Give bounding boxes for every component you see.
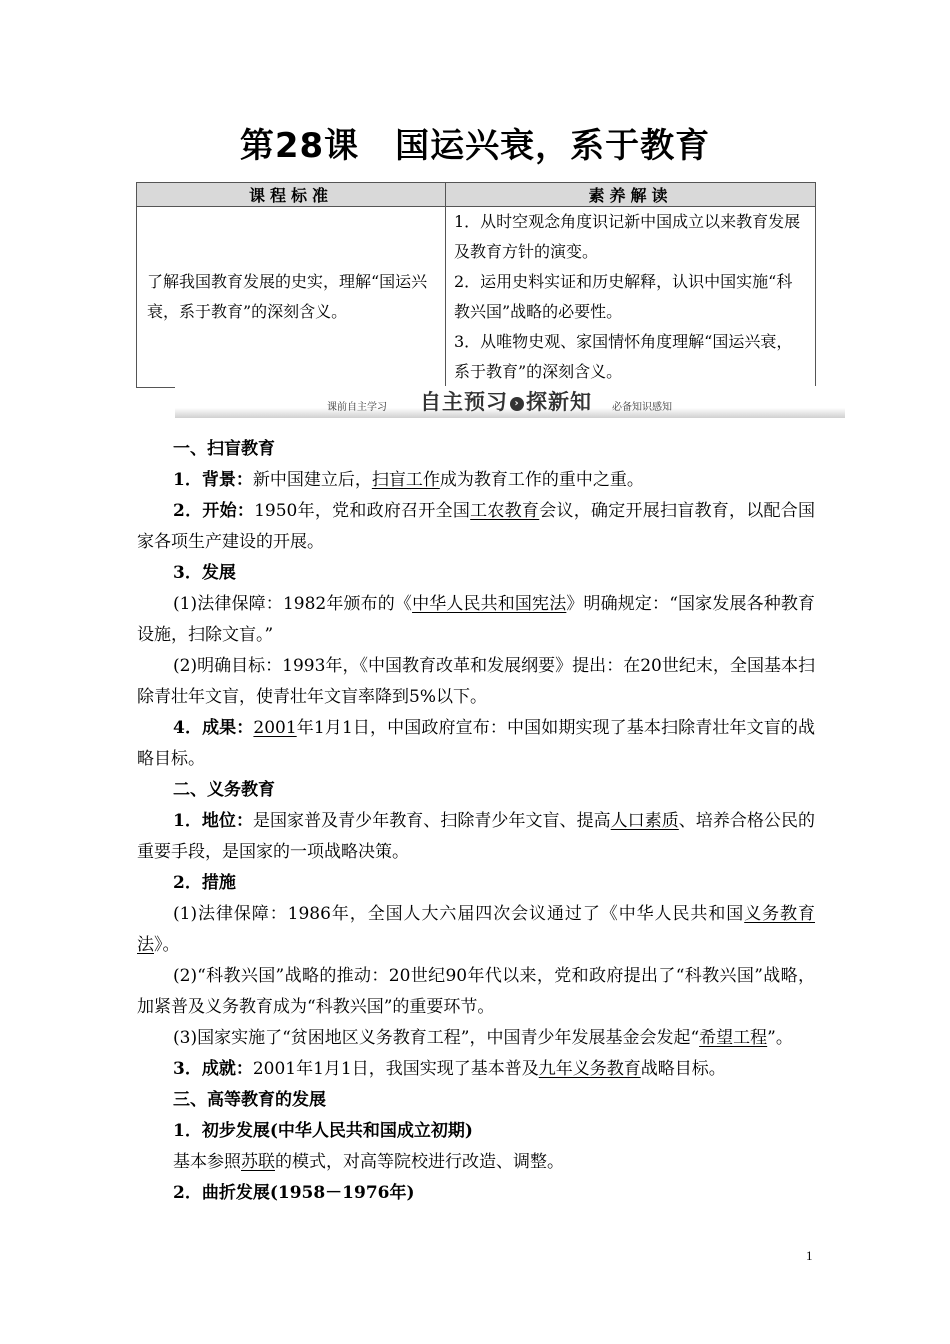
subheading: 2．措施 [173, 873, 236, 893]
paragraph: 3．成就：2001年1月1日，我国实现了基本普及九年义务教育战略目标。 [173, 1059, 726, 1079]
banner-right-caption: 必备知识感知 [612, 402, 672, 413]
paragraph: 基本参照苏联的模式，对高等院校进行改造、调整。 [173, 1152, 564, 1172]
key-term: 苏联 [241, 1152, 275, 1172]
section-heading: 三、高等教育的发展 [173, 1090, 326, 1110]
subheading: 1．初步发展(中华人民共和国成立初期) [173, 1121, 473, 1141]
key-term: 人口素质 [610, 811, 679, 831]
section-heading: 二、义务教育 [173, 780, 275, 800]
lesson-title [0, 118, 950, 167]
lesson-number: 第28课 [239, 126, 360, 166]
paragraph: 1．背景：新中国建立后，扫盲工作成为教育工作的重中之重。 [173, 470, 644, 490]
subheading: 2．曲折发展(1958－1976年) [173, 1183, 415, 1203]
key-term: 九年义务教育 [538, 1059, 641, 1079]
literacy-list [446, 207, 816, 388]
paragraph: (3)国家实施了“贫困地区义务教育工程”，中国青少年发展基金会发起“希望工程”。 [173, 1028, 793, 1048]
lesson-name: 国运兴衰，系于教育 [395, 126, 711, 166]
course-standard-text: 了解我国教育发展的史实，理解“国运兴衰，系于教育”的深刻含义。 [137, 207, 446, 388]
paragraph: (1)法律保障：1986年，全国人大六届四次会议通过了《中华人民共和国义务教育法》。 [137, 904, 815, 955]
header-literacy-interpretation: 素养解读 [446, 183, 816, 207]
paragraph: (1)法律保障：1982年颁布的《中华人民共和国宪法》明确规定：“国家发展各种教育设施，扫除文盲。” [137, 594, 816, 645]
key-term: 义务教育法 [137, 904, 815, 955]
paragraph: (2)明确目标：1993年，《中国教育改革和发展纲要》提出：在20世纪末，全国基本扫除青壮年文盲，使青壮年文盲率降到5%以下。 [137, 656, 815, 707]
subheading: 3．发展 [173, 563, 236, 583]
key-term: 希望工程 [699, 1028, 768, 1048]
paragraph: 2．开始：1950年，党和政府召开全国工农教育会议，确定开展扫盲教育，以配合国家各项生产建设的开展。 [137, 501, 816, 552]
section-banner [175, 386, 845, 418]
standards-table [136, 182, 816, 388]
key-term: 扫盲工作 [371, 470, 440, 490]
banner-title: 自主预习 › 探新知 [420, 390, 592, 414]
paragraph: 1．地位：是国家普及青少年教育、扫除青少年文盲、提高人口素质、培养合格公民的重要手段，是国家的一项战略决策。 [137, 811, 815, 862]
section-heading: 一、扫盲教育 [173, 439, 275, 459]
key-term: 2001 [253, 718, 297, 738]
arrow-icon: › [510, 397, 524, 411]
banner-left-caption: 课前自主学习 [327, 402, 387, 413]
literacy-item: 3．从唯物史观、家国情怀角度理解“国运兴衰，系于教育”的深刻含义。 [454, 332, 793, 381]
header-course-standard: 课程标准 [137, 183, 446, 207]
key-term: 中华人民共和国宪法 [412, 594, 567, 614]
key-term: 工农教育 [470, 501, 540, 521]
literacy-item: 1．从时空观念角度识记新中国成立以来教育发展及教育方针的演变。 [454, 212, 801, 261]
main-content [137, 434, 815, 1209]
paragraph: 4．成果：2001年1月1日，中国政府宣布：中国如期实现了基本扫除青壮年文盲的战略目标。 [137, 718, 815, 769]
page-number: 1 [806, 1248, 813, 1263]
literacy-item: 2．运用史料实证和历史解释，认识中国实施“科教兴国”战略的必要性。 [454, 272, 793, 321]
paragraph: (2)“科教兴国”战略的推动：20世纪90年代以来，党和政府提出了“科教兴国”战略，加紧普及义务教育成为“科教兴国”的重要环节。 [137, 966, 815, 1017]
